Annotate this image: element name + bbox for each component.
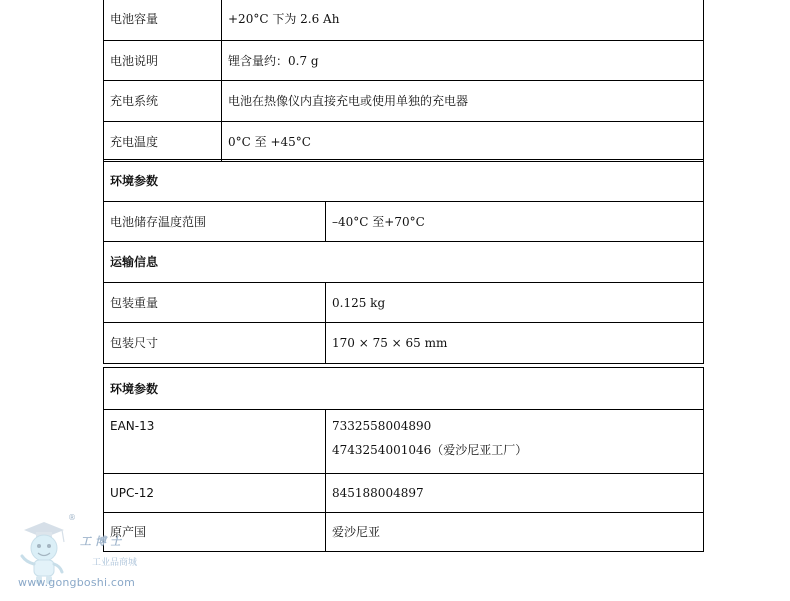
table-row <box>104 81 704 122</box>
row-label: UPC-12 <box>104 474 326 513</box>
table-row <box>104 283 704 323</box>
row-value: 845188004897 <box>326 474 704 513</box>
table-row <box>104 41 704 81</box>
registered-mark: ® <box>68 513 76 522</box>
table-row <box>104 122 704 162</box>
row-value: +20°C 下为 2.6 Ah <box>222 0 704 41</box>
table-row <box>104 323 704 364</box>
table-row <box>104 513 704 552</box>
section-title: 环境参数 <box>104 160 704 202</box>
row-value: 锂含量约：0.7 g <box>222 41 704 81</box>
row-value <box>326 410 704 474</box>
section-header-row <box>104 160 704 202</box>
row-label: 电池说明 <box>104 41 222 81</box>
row-label: 充电系统 <box>104 81 222 122</box>
row-label: 充电温度 <box>104 122 222 162</box>
row-value: 电池在热像仪内直接充电或使用单独的充电器 <box>222 81 704 122</box>
row-label: 包装重量 <box>104 283 326 323</box>
table-row <box>104 0 704 41</box>
section-header-row <box>104 368 704 410</box>
row-label: 电池容量 <box>104 0 222 41</box>
row-value: 170 × 75 × 65 mm <box>326 323 704 364</box>
row-label: 原产国 <box>104 513 326 552</box>
row-value: 爱沙尼亚 <box>326 513 704 552</box>
row-value: 0°C 至 +45°C <box>222 122 704 162</box>
table-row <box>104 410 704 474</box>
ean-code: 4743254001046（爱沙尼亚工厂） <box>332 443 528 457</box>
watermark-brand: 工博士 <box>80 535 125 548</box>
section-title: 环境参数 <box>104 368 704 410</box>
watermark-subtitle: 工业品商城 <box>92 558 138 568</box>
product-codes-table <box>103 367 704 552</box>
watermark-url: www.gongboshi.com <box>18 576 136 589</box>
environment-shipping-table <box>103 159 704 364</box>
row-value: –40°C 至+70°C <box>326 202 704 242</box>
ean-code: 7332558004890 <box>332 419 432 433</box>
table-row <box>104 474 704 513</box>
section-title: 运输信息 <box>104 242 704 283</box>
table-row <box>104 202 704 242</box>
row-label: 包装尺寸 <box>104 323 326 364</box>
battery-spec-table <box>103 0 704 162</box>
row-label: 电池储存温度范围 <box>104 202 326 242</box>
row-label: EAN-13 <box>104 410 326 474</box>
row-value: 0.125 kg <box>326 283 704 323</box>
section-header-row <box>104 242 704 283</box>
